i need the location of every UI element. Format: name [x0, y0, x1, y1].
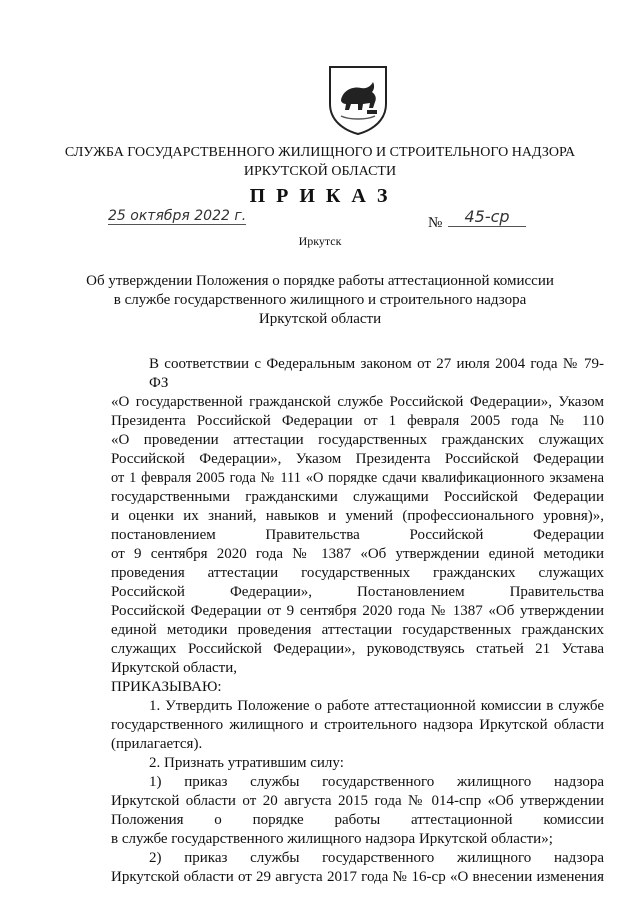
body-line: государственного жилищного и строительного надзора Иркутской области	[111, 717, 604, 733]
body-line: Положения о порядке работы аттестационной комиссии	[111, 812, 604, 828]
subject-line1: Об утверждении Положения о порядке работы аттестационной комиссии	[86, 273, 554, 289]
body-line: постановлением Правительства Российской Федерации	[111, 527, 604, 543]
body-line: «О проведении аттестации государственных гражданских служащих	[111, 432, 604, 448]
body-line: Иркутской области,	[111, 660, 237, 676]
doc-type-title: П Р И К А З	[249, 185, 391, 207]
body-line: Российской Федерации», Указом Президента Российской Федерации	[111, 451, 604, 467]
body-line: В соответствии с Федеральным законом от 27 июля 2004 года № 79-ФЗ	[149, 356, 604, 391]
handwritten-number: 45-ср	[448, 207, 526, 227]
body-line: 1) приказ службы государственного жилищного надзора	[149, 774, 604, 790]
document-body	[111, 355, 604, 887]
body-line: (прилагается).	[111, 736, 203, 752]
body-line: 2) приказ службы государственного жилищного надзора	[149, 850, 604, 866]
body-line: государственными гражданскими служащими Российской Федерации	[111, 489, 604, 505]
body-line: Российской Федерации от 9 сентября 2020 года № 1387 «Об утверждении	[111, 603, 604, 619]
body-line: 1. Утвердить Положение о работе аттестационной комиссии в службе	[149, 698, 604, 714]
item-1	[111, 697, 604, 754]
body-line: проведения аттестации государственных гражданских служащих	[111, 565, 604, 581]
coat-of-arms	[327, 64, 389, 136]
item-2-2	[111, 849, 604, 887]
body-line: Президента Российской Федерации от 1 февраля 2005 года № 110	[111, 413, 604, 429]
body-line: от 1 февраля 2005 года № 111 «О порядке сдачи квалификационного экзамена	[111, 470, 604, 486]
org-name-line1: СЛУЖБА ГОСУДАРСТВЕННОГО ЖИЛИЩНОГО И СТРОИТЕЛЬНОГО НАДЗОРА	[64, 145, 576, 160]
preamble-paragraph	[111, 355, 604, 678]
body-line: от 9 сентября 2020 года № 1387 «Об утверждении единой методики	[111, 546, 604, 562]
body-line: Иркутской области от 29 августа 2017 года № 16-ср «О внесении изменения	[111, 869, 604, 885]
city-name: Иркутск	[298, 234, 342, 248]
subject-line3: Иркутской области	[258, 311, 382, 327]
body-line: «О государственной гражданской службе Российской Федерации», Указом	[111, 394, 604, 410]
body-line: и оценки их знаний, навыков и умений (профессионального уровня)»,	[111, 508, 604, 524]
number-label: №	[428, 215, 443, 231]
body-line: служащих Российской Федерации», руководствуясь статьей 21 Устава	[111, 641, 604, 657]
body-line: Российской Федерации», Постановлением Правительства	[111, 584, 604, 600]
handwritten-date: 25 октября 2022 г.	[108, 208, 247, 224]
order-word: ПРИКАЗЫВАЮ:	[111, 679, 222, 695]
body-line: единой методики проведения аттестации государственных гражданских	[111, 622, 604, 638]
item-2-1	[111, 773, 604, 849]
item-2-title: 2. Признать утратившим силу:	[149, 755, 344, 771]
body-line: Иркутской области от 20 августа 2015 года № 014-спр «Об утверждении	[111, 793, 604, 809]
body-line: в службе государственного жилищного надзора Иркутской области»;	[111, 831, 553, 847]
org-name-line2: ИРКУТСКОЙ ОБЛАСТИ	[243, 164, 397, 179]
subject-line2: в службе государственного жилищного и строительного надзора	[113, 292, 527, 308]
